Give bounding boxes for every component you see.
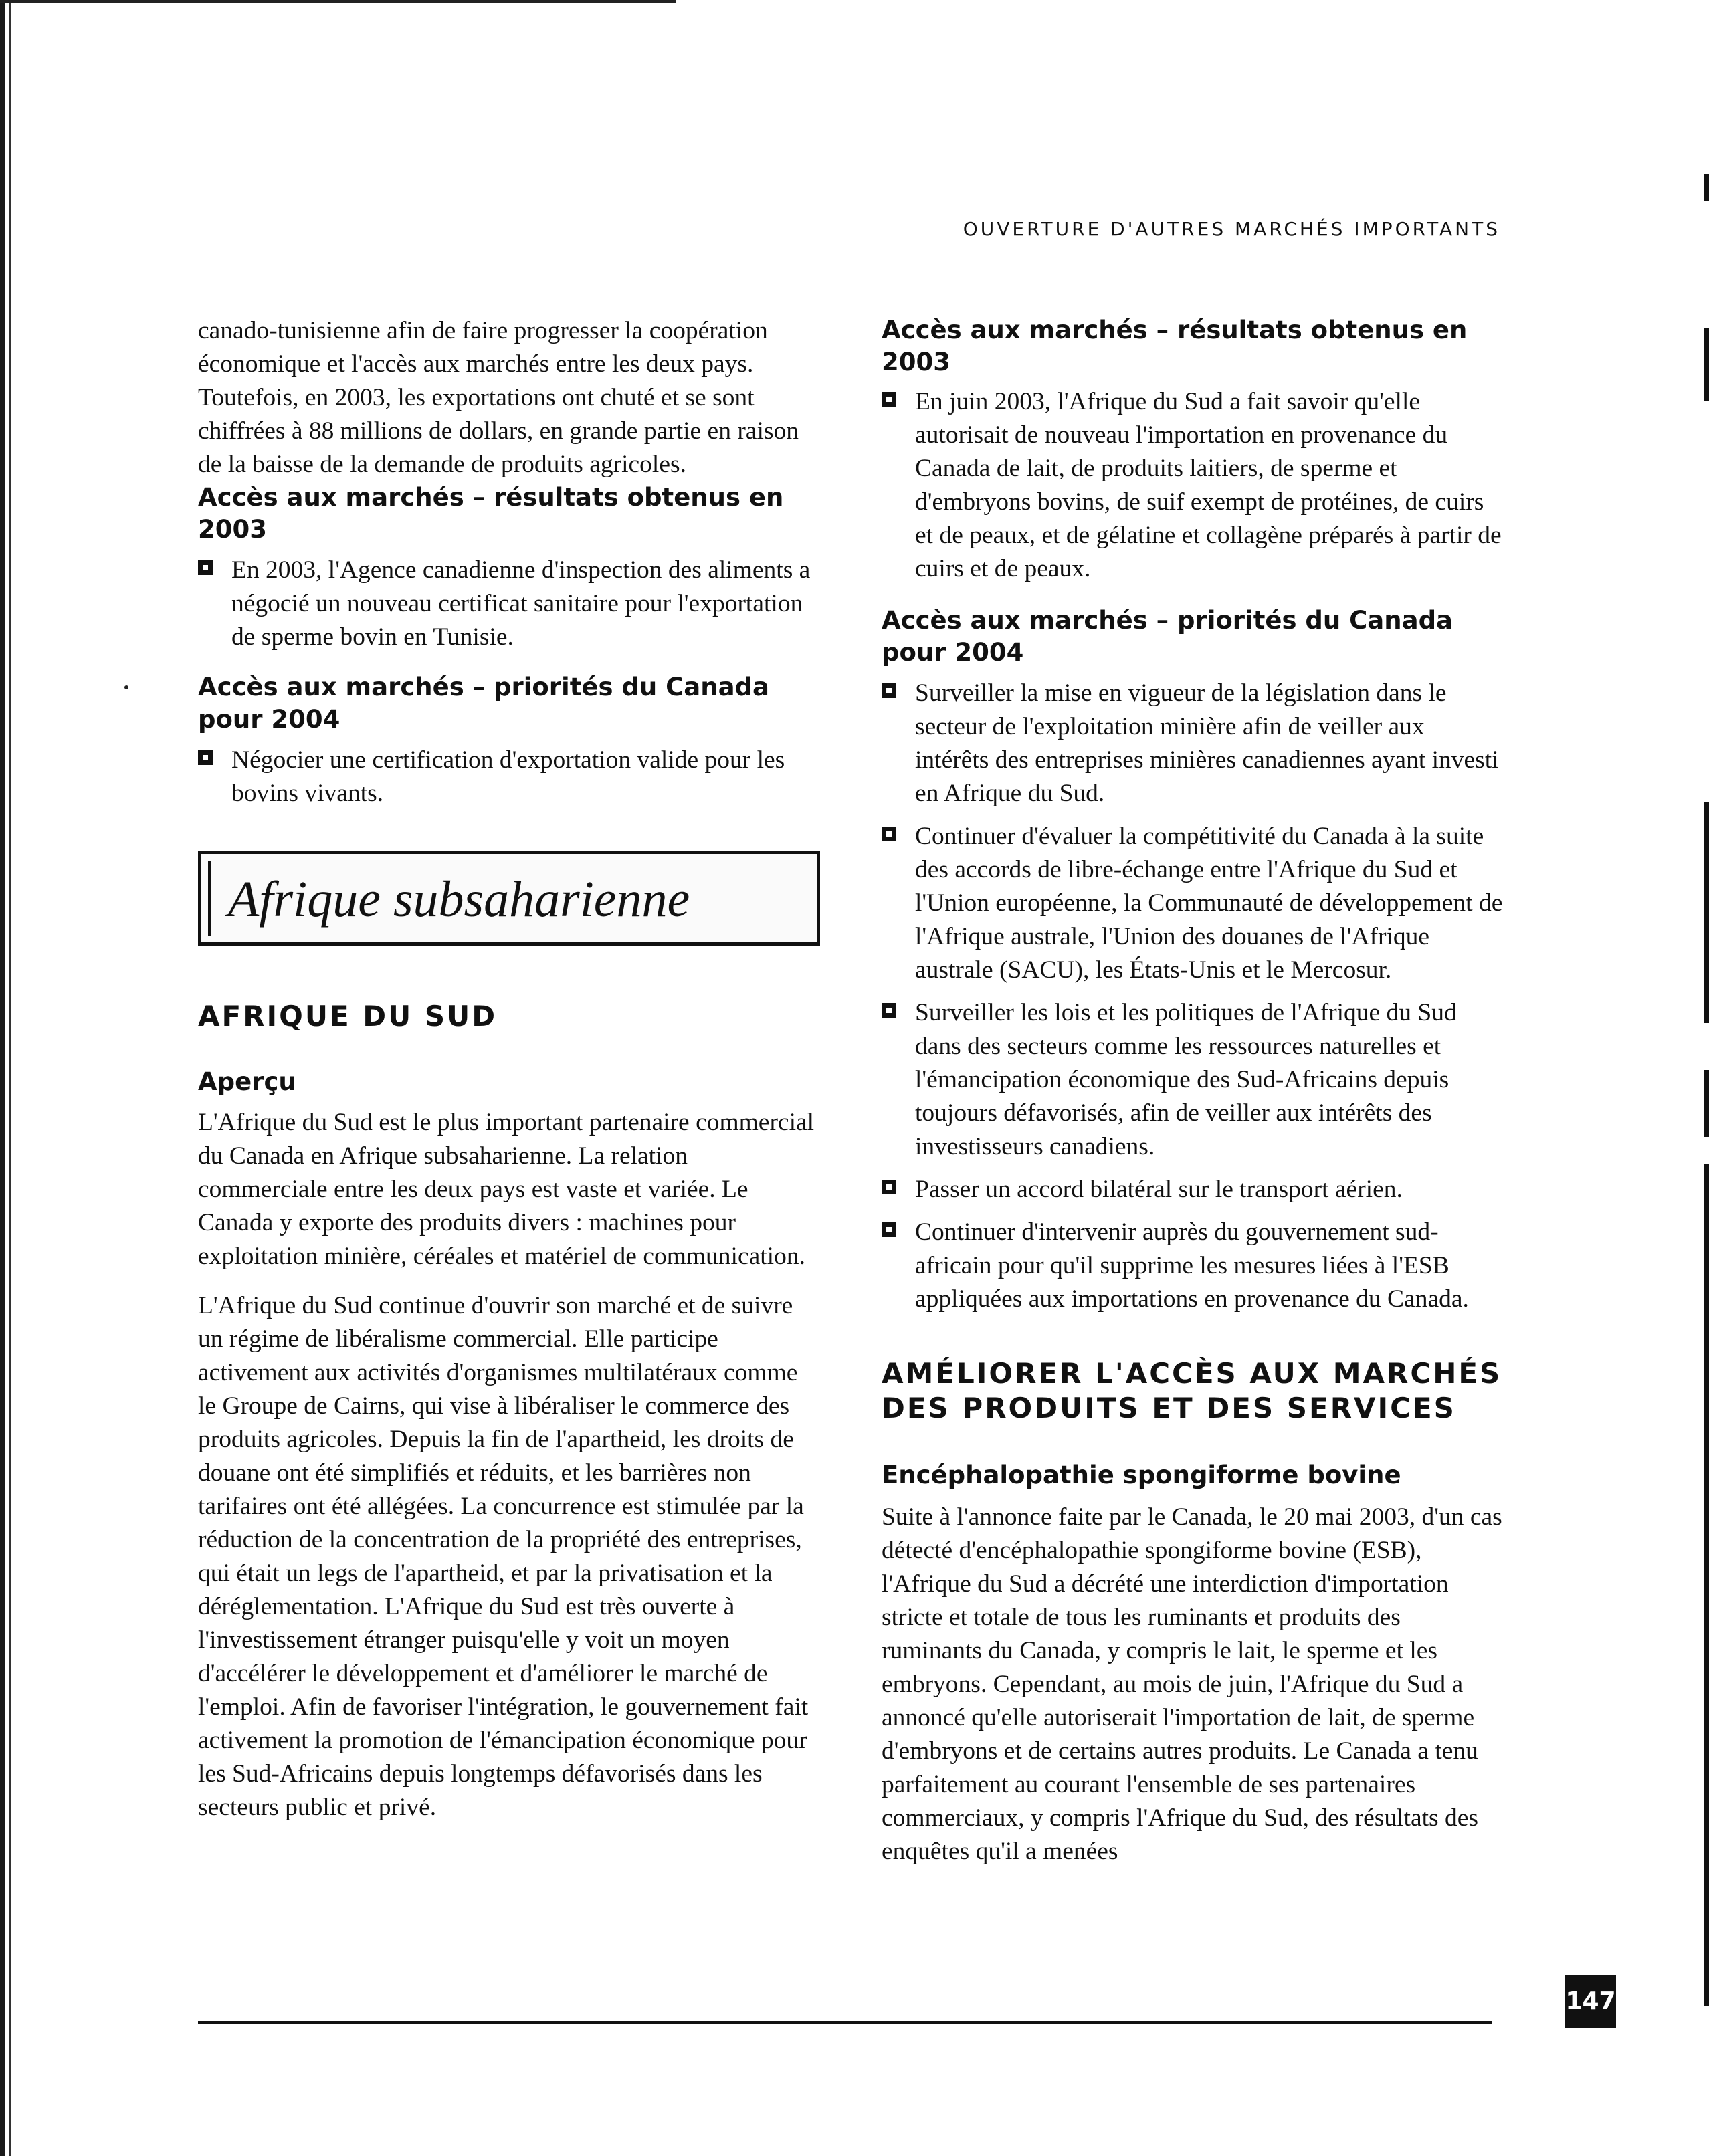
square-bullet-icon — [198, 750, 213, 765]
square-bullet-icon — [882, 1222, 896, 1237]
list-item: Passer un accord bilatéral sur le transport aérien. — [882, 1173, 1504, 1206]
section-heading: AMÉLIORER L'ACCÈS AUX MARCHÉS DES PRODUITS ET DES SERVICES — [882, 1357, 1502, 1424]
list-item: En juin 2003, l'Afrique du Sud a fait savoir qu'elle autorisait de nouveau l'importation en provenance du Canada de lait, de produits laitiers, de sperme et d'embryons bovins, de suif exempt de protéines, de cuirs et de peaux, et de gélatine et collagène préparés à partir de cuirs et de peaux. — [882, 385, 1504, 586]
intro-paragraph: canado-tunisienne afin de faire progresser la coopération économique et l'accès aux marchés entre les deux pays. Toutefois, en 2003, les exportations ont chuté et se sont chiffrées à 88 millions de dollars, en grande partie en raison de la baisse de la demande de produits agricoles. — [198, 317, 799, 478]
priorities-heading: Accès aux marchés – priorités du Canada pour 2004 — [882, 606, 1453, 667]
list-item: En 2003, l'Agence canadienne d'inspection des aliments a négocié un nouveau certificat sanitaire pour l'exportation de sperme bovin en Tunisie. — [198, 554, 820, 654]
square-bullet-icon — [882, 827, 896, 841]
scan-edge-top — [0, 0, 676, 3]
scan-edge-left-inner — [9, 0, 11, 2156]
list-item: Continuer d'évaluer la compétitivité du Canada à la suite des accords de libre-échange entre l'Afrique du Sud et l'Union européenne, la Communauté de développement de l'Afrique australe, l'Union des douanes de l'Afrique australe (SACU), les États-Unis et le Mercosur. — [882, 820, 1504, 987]
priorities-heading: Accès aux marchés – priorités du Canada pour 2004 — [198, 673, 770, 734]
region-title: Afrique subsaharienne — [228, 871, 690, 928]
esb-paragraph: Suite à l'annonce faite par le Canada, le 20 mai 2003, d'un cas détecté d'encéphalopathie spongiforme bovine (ESB), l'Afrique du Sud a décrété une interdiction d'importation stricte et totale de tous les ruminants et produits des ruminants du Canada, y compris le lait, le sperme et les embryons. Cependant, au mois de juin, l'Afrique du Sud a annoncé qu'elle autoriserait l'importation de lait, de sperme d'embryons et de certains autres produits. Le Canada a tenu parfaitement au courant l'ensemble de ses partenaires commerciaux, y compris l'Afrique du Sud, des résultats des enquêtes qu'il a menées — [882, 1503, 1502, 1865]
list-item: Continuer d'intervenir auprès du gouvernement sud-africain pour qu'il supprime les mesures liées à l'ESB appliquées aux importations en provenance du Canada. — [882, 1216, 1504, 1316]
left-column — [198, 314, 820, 1824]
priorities-list — [882, 677, 1504, 1316]
results-list — [198, 554, 820, 654]
results-list — [882, 385, 1504, 586]
square-bullet-icon — [198, 560, 213, 575]
region-title-box — [198, 851, 820, 946]
scan-speck — [124, 685, 128, 689]
list-item: Surveiller les lois et les politiques de l'Afrique du Sud dans des secteurs comme les ressources naturelles et l'émancipation économique des Sud-Africains depuis toujours défavorisés, afin de veiller aux intérêts des investisseurs canadiens. — [882, 996, 1504, 1164]
overview-paragraph: L'Afrique du Sud est le plus important partenaire commercial du Canada en Afrique subsaharienne. La relation commerciale entre les deux pays est vaste et variée. Le Canada y exporte des produits divers : machines pour exploitation minière, céréales et matériel de communication. — [198, 1109, 815, 1270]
country-heading: AFRIQUE DU SUD — [198, 1000, 498, 1033]
scan-edge-mark — [1704, 1070, 1709, 1137]
list-item: Surveiller la mise en vigueur de la législation dans le secteur de l'exploitation minière afin de veiller aux intérêts des entreprises minières canadiennes ayant investi en Afrique du Sud. — [882, 677, 1504, 811]
list-item: Négocier une certification d'exportation valide pour les bovins vivants. — [198, 744, 820, 811]
results-heading: Accès aux marchés – résultats obtenus en 2003 — [882, 316, 1468, 376]
square-bullet-icon — [882, 683, 896, 698]
scan-edge-mark — [1704, 328, 1709, 401]
square-bullet-icon — [882, 1003, 896, 1018]
scan-edge-mark — [1704, 174, 1709, 201]
priorities-list — [198, 744, 820, 811]
overview-paragraph: L'Afrique du Sud continue d'ouvrir son marché et de suivre un régime de libéralisme commercial. Elle participe activement aux activités d'organismes multilatéraux comme le Groupe de Cairns, qui vise à libéraliser le commerce des produits agricoles. Depuis la fin de l'apartheid, les droits de douane ont été simplifiés et réduits, et les barrières non tarifaires ont été allégées. La concurrence est stimulée par la réduction de la concentration de la propriété des entreprises, qui était un legs de l'apartheid, et par la privatisation et la déréglementation. L'Afrique du Sud est très ouverte à l'investissement étranger puisqu'elle y voit un moyen d'accélérer le développement et d'améliorer le marché de l'emploi. Afin de favoriser l'intégration, le gouvernement fait activement la promotion de l'émancipation économique pour les Sud-Africains depuis longtemps défavorisés dans les secteurs public et privé. — [198, 1292, 809, 1821]
scan-edge-mark — [1704, 1164, 1709, 2006]
square-bullet-icon — [882, 1180, 896, 1194]
scan-edge-mark — [1704, 802, 1709, 1023]
footer-rule — [198, 2021, 1492, 2024]
results-heading: Accès aux marchés – résultats obtenus en 2003 — [198, 483, 784, 544]
page-number: 147 — [1565, 1975, 1616, 2028]
overview-heading: Aperçu — [198, 1067, 296, 1096]
right-column — [882, 314, 1504, 1868]
running-head: OUVERTURE D'AUTRES MARCHÉS IMPORTANTS — [963, 218, 1500, 240]
esb-heading: Encéphalopathie spongiforme bovine — [882, 1461, 1401, 1489]
square-bullet-icon — [882, 392, 896, 407]
scan-edge-left — [0, 0, 5, 2156]
